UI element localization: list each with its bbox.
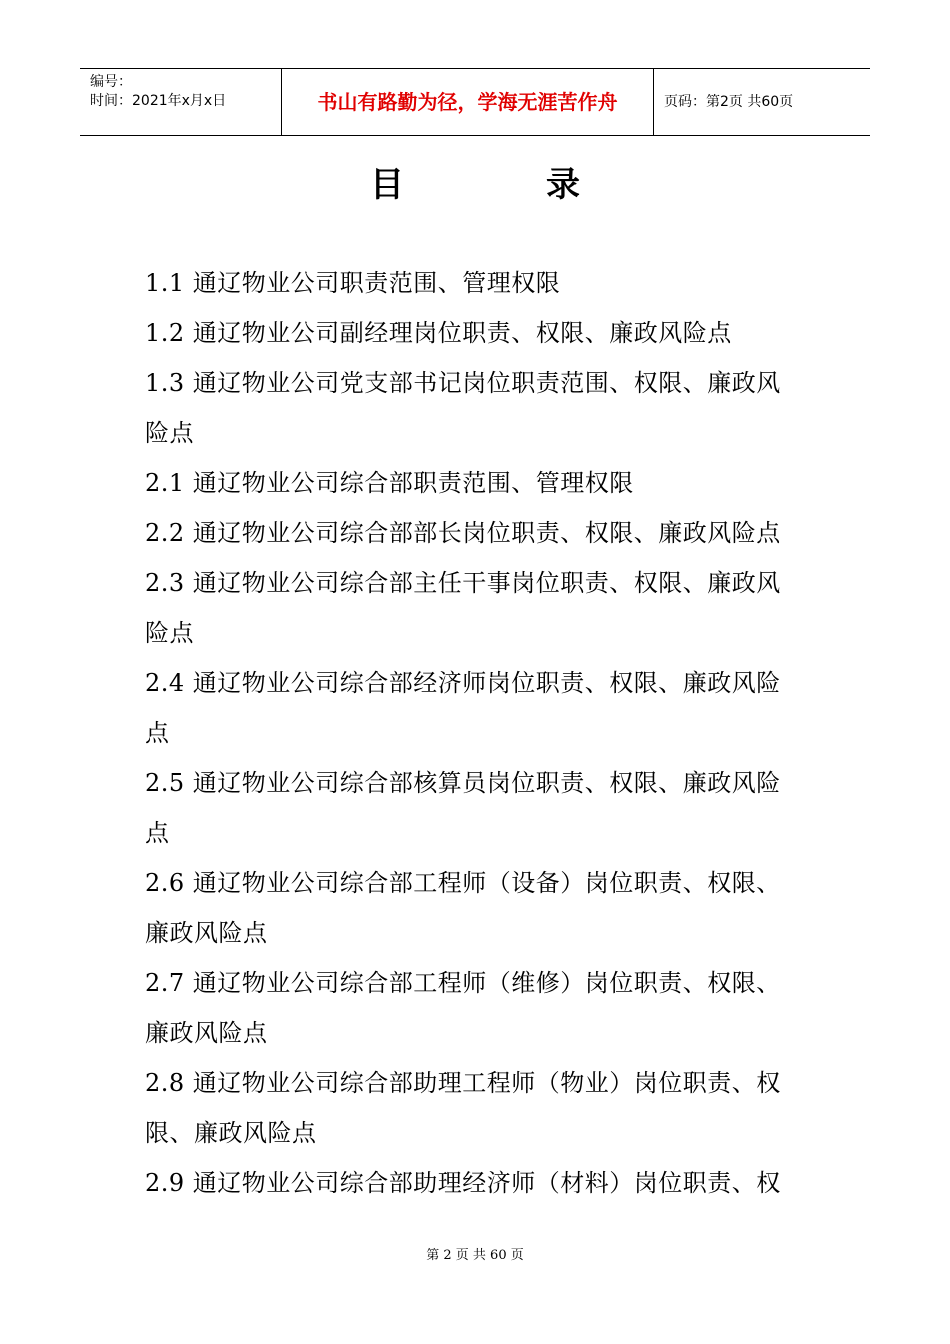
toc-line: 2.8 通辽物业公司综合部助理工程师（物业）岗位职责、权 xyxy=(145,1069,781,1097)
document-code-label: 编号： xyxy=(90,74,132,90)
toc-line: 廉政风险点 xyxy=(145,919,268,947)
toc-line: 1.1 通辽物业公司职责范围、管理权限 xyxy=(145,269,561,297)
toc-line: 2.7 通辽物业公司综合部工程师（维修）岗位职责、权限、 xyxy=(145,969,781,997)
toc-line: 点 xyxy=(145,819,170,847)
toc-line: 2.5 通辽物业公司综合部核算员岗位职责、权限、廉政风险 xyxy=(145,769,781,797)
toc-line: 1.2 通辽物业公司副经理岗位职责、权限、廉政风险点 xyxy=(145,319,732,347)
toc-line: 2.2 通辽物业公司综合部部长岗位职责、权限、廉政风险点 xyxy=(145,519,781,547)
toc-line: 1.3 通辽物业公司党支部书记岗位职责范围、权限、廉政风 xyxy=(145,369,781,397)
toc-line: 廉政风险点 xyxy=(145,1019,268,1047)
header-page-info: 页码：第2页 共60页 xyxy=(664,94,794,110)
toc-line: 2.3 通辽物业公司综合部主任干事岗位职责、权限、廉政风 xyxy=(145,569,781,597)
toc-line: 2.6 通辽物业公司综合部工程师（设备）岗位职责、权限、 xyxy=(145,869,781,897)
title-char-1: 目 xyxy=(370,165,404,205)
toc-line: 限、廉政风险点 xyxy=(145,1119,317,1147)
toc-line: 2.1 通辽物业公司综合部职责范围、管理权限 xyxy=(145,469,634,497)
document-time-label: 时间：2021年x月x日 xyxy=(90,93,227,109)
toc-line: 险点 xyxy=(145,619,194,647)
page-header xyxy=(80,68,870,136)
header-motto: 书山有路勤为径，学海无涯苦作舟 xyxy=(282,69,654,135)
page-title xyxy=(0,162,950,208)
table-of-contents xyxy=(145,258,815,1208)
header-meta xyxy=(80,69,282,135)
toc-line: 2.4 通辽物业公司综合部经济师岗位职责、权限、廉政风险 xyxy=(145,669,781,697)
toc-line: 点 xyxy=(145,719,170,747)
toc-line: 2.9 通辽物业公司综合部助理经济师（材料）岗位职责、权 xyxy=(145,1169,781,1197)
page-footer: 第 2 页 共 60 页 xyxy=(426,1248,524,1263)
title-char-2: 录 xyxy=(546,165,580,205)
toc-line: 险点 xyxy=(145,419,194,447)
